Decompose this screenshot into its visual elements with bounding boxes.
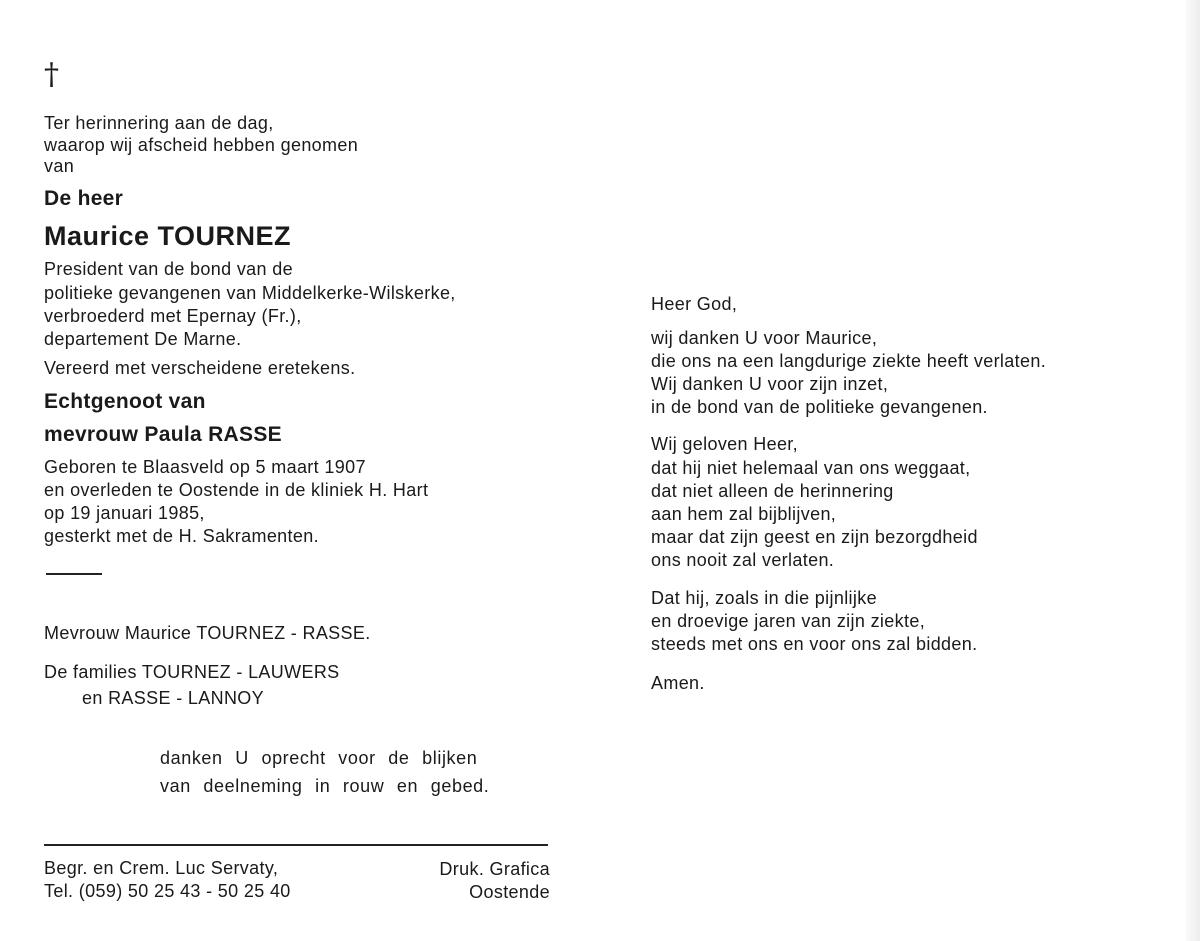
honorific: De heer (44, 187, 124, 210)
thanks-line: danken U oprecht voor de blijken (160, 748, 478, 768)
cross-icon: † (44, 57, 59, 92)
card-edge (1186, 0, 1200, 941)
prayer-line: die ons na een langdurige ziekte heeft verlaten. (651, 351, 1047, 371)
deceased-name: Maurice TOURNEZ (44, 221, 292, 251)
thanks-line: van deelneming in rouw en gebed. (160, 776, 490, 796)
life-line: Geboren te Blaasveld op 5 maart 1907 (44, 457, 366, 477)
description-line: President van de bond van de (44, 259, 293, 279)
intro-line: waarop wij afscheid hebben genomen (44, 135, 359, 155)
intro-line: van (44, 156, 75, 176)
prayer-amen: Amen. (651, 673, 705, 693)
printer-city: Oostende (469, 882, 550, 902)
prayer-line: Heer God, (651, 294, 738, 314)
life-line: op 19 januari 1985, (44, 503, 205, 523)
description-line: departement De Marne. (44, 329, 242, 349)
spouse-heading: Echtgenoot van (44, 390, 206, 413)
description-line: verbroederd met Epernay (Fr.), (44, 306, 302, 326)
honors-line: Vereerd met verscheidene eretekens. (44, 358, 356, 378)
divider (46, 573, 102, 575)
widow-line: Mevrouw Maurice TOURNEZ - RASSE. (44, 623, 371, 643)
footer-divider (44, 844, 548, 846)
prayer-line: steeds met ons en voor ons zal bidden. (651, 634, 978, 654)
undertaker-phone: Tel. (059) 50 25 43 - 50 25 40 (44, 881, 291, 901)
prayer-line: Dat hij, zoals in die pijnlijke (651, 588, 877, 608)
families-line: en RASSE - LANNOY (82, 688, 265, 708)
printer-line: Druk. Grafica (439, 859, 550, 879)
description-line: politieke gevangenen van Middelkerke-Wilskerke, (44, 283, 456, 303)
prayer-line: dat hij niet helemaal van ons weggaat, (651, 458, 971, 478)
prayer-line: in de bond van de politieke gevangenen. (651, 397, 988, 417)
prayer-line: en droevige jaren van zijn ziekte, (651, 611, 926, 631)
life-line: en overleden te Oostende in de kliniek H. Hart (44, 480, 429, 500)
prayer-line: maar dat zijn geest en zijn bezorgdheid (651, 527, 978, 547)
prayer-line: Wij geloven Heer, (651, 434, 799, 454)
undertaker-line: Begr. en Crem. Luc Servaty, (44, 858, 279, 878)
intro-line: Ter herinnering aan de dag, (44, 113, 274, 133)
families-line: De families TOURNEZ - LAUWERS (44, 662, 340, 682)
prayer-line: wij danken U voor Maurice, (651, 328, 878, 348)
spouse-name: mevrouw Paula RASSE (44, 423, 282, 446)
prayer-line: ons nooit zal verlaten. (651, 550, 835, 570)
prayer-line: Wij danken U voor zijn inzet, (651, 374, 889, 394)
prayer-line: dat niet alleen de herinnering (651, 481, 894, 501)
prayer-line: aan hem zal bijblijven, (651, 504, 837, 524)
life-line: gesterkt met de H. Sakramenten. (44, 526, 319, 546)
